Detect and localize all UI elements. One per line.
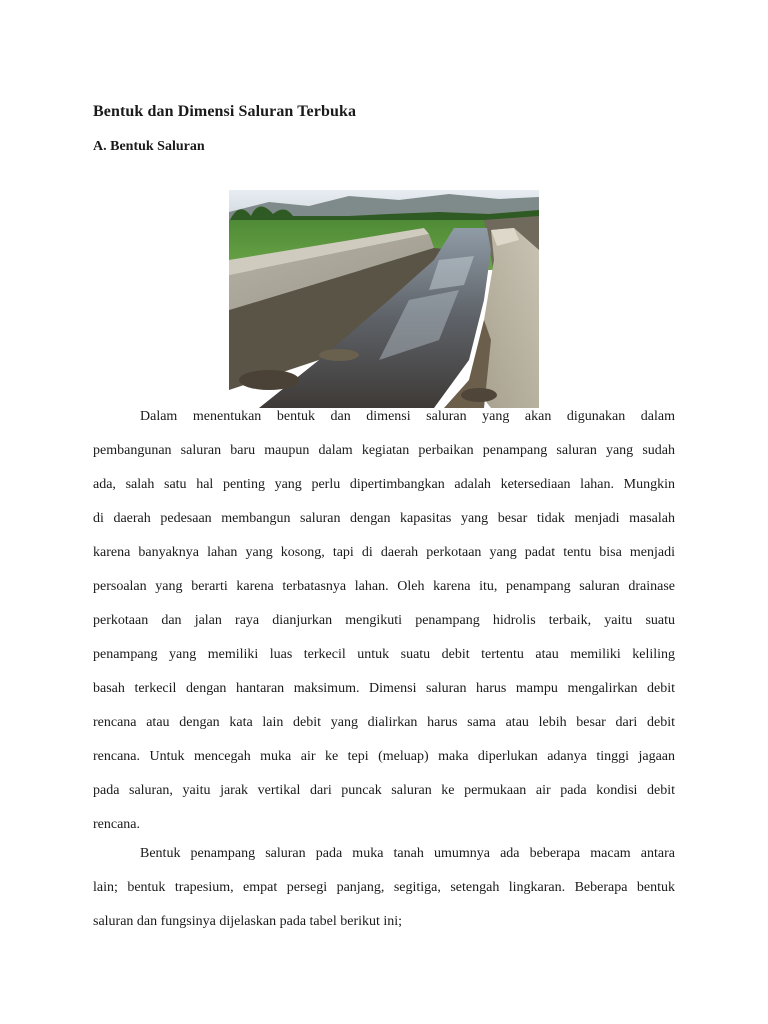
channel-photo — [229, 190, 539, 408]
text-line: pada saluran, yaitu jarak vertikal dari puncak saluran ke permukaan air pada kondisi debit — [93, 783, 675, 798]
text-line: rencana atau dengan kata lain debit yang dialirkan harus sama atau lebih besar dari debit — [93, 715, 675, 730]
text-line: di daerah pedesaan membangun saluran dengan kapasitas yang besar tidak menjadi masalah — [93, 511, 675, 526]
text-line: rencana. — [93, 817, 141, 832]
text-line: perkotaan dan jalan raya dianjurkan mengikuti penampang hidrolis terbaik, yaitu suatu — [93, 613, 675, 628]
text-line: karena banyaknya lahan yang kosong, tapi di daerah perkotaan yang padat tentu bisa menjadi — [93, 545, 675, 560]
section-heading: A. Bentuk Saluran — [93, 139, 205, 154]
text-line: Dalam menentukan bentuk dan dimensi saluran yang akan digunakan dalam — [140, 409, 675, 424]
paragraph-2 — [93, 837, 675, 939]
text-line: persoalan yang berarti karena terbatasnya lahan. Oleh karena itu, penampang saluran drainase — [93, 579, 675, 594]
text-line: Bentuk penampang saluran pada muka tanah umumnya ada beberapa macam antara — [140, 846, 675, 861]
text-line: rencana. Untuk mencegah muka air ke tepi (meluap) maka diperlukan adanya tinggi jagaan — [93, 749, 675, 764]
text-line: penampang yang memiliki luas terkecil untuk suatu debit tertentu atau memiliki keliling — [93, 647, 675, 662]
text-line: ada, salah satu hal penting yang perlu dipertimbangkan adalah ketersediaan lahan. Mungkin — [93, 477, 675, 492]
text-line: basah terkecil dengan hantaran maksimum. Dimensi saluran harus mampu mengalirkan debit — [93, 681, 675, 696]
text-line: lain; bentuk trapesium, empat persegi panjang, segitiga, setengah lingkaran. Beberapa bentuk — [93, 880, 675, 895]
text-line: pembangunan saluran baru maupun dalam kegiatan perbaikan penampang saluran yang sudah — [93, 443, 675, 458]
text-line: saluran dan fungsinya dijelaskan pada tabel berikut ini; — [93, 914, 403, 929]
document-title: Bentuk dan Dimensi Saluran Terbuka — [93, 103, 357, 120]
paragraph-1 — [93, 400, 675, 842]
